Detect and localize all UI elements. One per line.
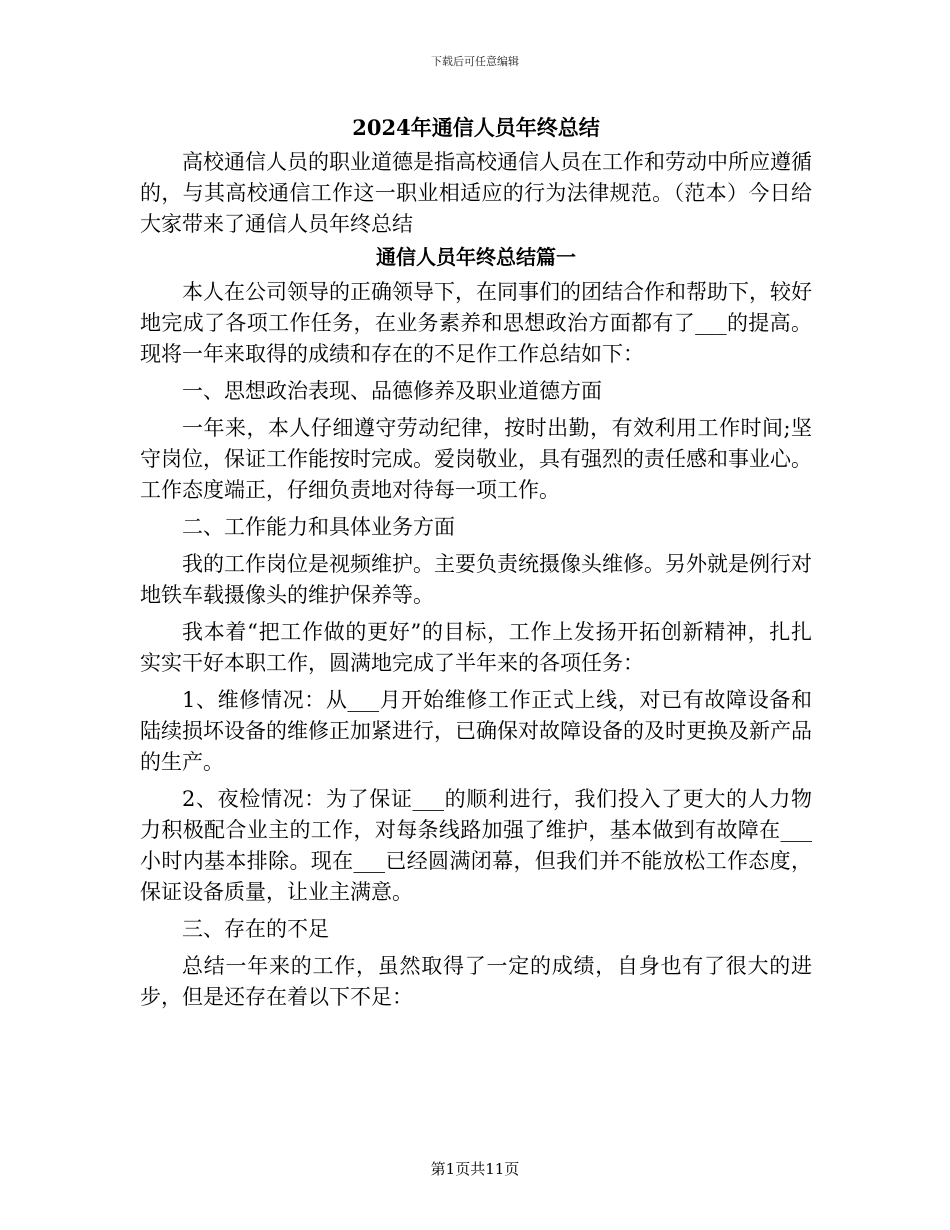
list-item: 1、维修情况：从___月开始维修工作正式上线，对已有故障设备和陆续损坏设备的维修正加紧进行，已确保对故障设备的及时更换及新产品的生产。 (140, 688, 812, 774)
intro-paragraph: 高校通信人员的职业道德是指高校通信人员在工作和劳动中所应遵循的，与其高校通信工作这一职业相适应的行为法律规范。（范本）今日给大家带来了通信人员年终总结 (140, 150, 812, 236)
heading-3: 三、存在的不足 (182, 917, 329, 941)
paragraph: 总结一年来的工作，虽然取得了一定的成绩，自身也有了很大的进步，但是还存在着以下不足： (140, 954, 812, 1009)
page-footer: 第1页共11页 (430, 1160, 520, 1178)
page-header: 下载后可任意编辑 (431, 55, 519, 68)
paragraph: 本人在公司领导的正确领导下，在同事们的团结合作和帮助下，较好地完成了各项工作任务，在业务素养和思想政治方面都有了___的提高。现将一年来取得的成绩和存在的不足作工作总结如下： (140, 280, 812, 366)
paragraph: 我的工作岗位是视频维护。主要负责统摄像头维修。另外就是例行对地铁车载摄像头的维护保养等。 (140, 552, 812, 607)
heading-1: 一、思想政治表现、品德修养及职业道德方面 (182, 379, 602, 403)
section-title: 通信人员年终总结篇一 (376, 245, 576, 269)
document-title: 2024年通信人员年终总结 (352, 115, 600, 140)
paragraph: 我本着“把工作做的更好”的目标，工作上发扬开拓创新精神，扎扎实实干好本职工作，圆满地完成了半年来的各项任务： (140, 620, 812, 675)
paragraph: 一年来，本人仔细遵守劳动纪律，按时出勤，有效利用工作时间;坚守岗位，保证工作能按时完成。爱岗敬业，具有强烈的责任感和事业心。工作态度端正，仔细负责地对待每一项工作。 (140, 416, 812, 502)
heading-2: 二、工作能力和具体业务方面 (182, 515, 455, 539)
document-body (140, 112, 812, 1019)
list-item: 2、夜检情况：为了保证___的顺利进行，我们投入了更大的人力物力积极配合业主的工作，对每条线路加强了维护，基本做到有故障在___小时内基本排除。现在___已经圆满闭幕，但我们并不能放松工作态度，保证设备质量，让业主满意。 (140, 787, 812, 904)
